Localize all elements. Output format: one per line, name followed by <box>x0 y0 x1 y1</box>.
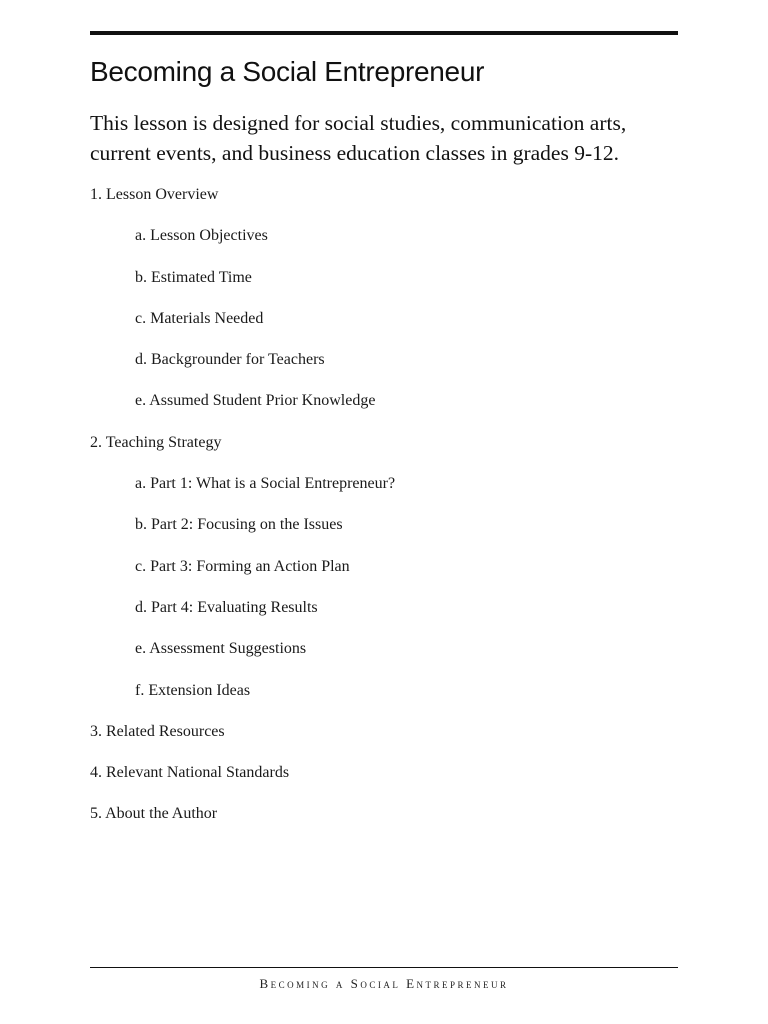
outline-item-part-1: a. Part 1: What is a Social Entrepreneur? <box>135 475 396 493</box>
outline-item-lesson-overview: 1. Lesson Overview <box>90 186 219 203</box>
outline-item-assessment: e. Assessment Suggestions <box>135 640 307 658</box>
top-rule <box>90 31 678 35</box>
outline-item-estimated-time: b. Estimated Time <box>135 268 252 286</box>
outline-item-extension-ideas: f. Extension Ideas <box>135 681 251 699</box>
outline-item-part-4: d. Part 4: Evaluating Results <box>135 598 318 616</box>
outline-item-about-author: 5. About the Author <box>90 805 218 823</box>
outline-item-national-standards: 4. Relevant National Standards <box>90 764 290 782</box>
outline-item-backgrounder: d. Backgrounder for Teachers <box>135 351 325 369</box>
outline-item-prior-knowledge: e. Assumed Student Prior Knowledge <box>135 392 376 410</box>
intro-paragraph: This lesson is designed for social studies, communication arts, current events, and business education classes in grades 9-12. <box>90 111 627 165</box>
outline-item-lesson-objectives: a. Lesson Objectives <box>135 227 268 245</box>
outline-item-part-2: b. Part 2: Focusing on the Issues <box>135 516 343 534</box>
page-title: Becoming a Social Entrepreneur <box>90 56 485 87</box>
outline-item-related-resources: 3. Related Resources <box>90 722 225 740</box>
outline-item-materials-needed: c. Materials Needed <box>135 309 264 327</box>
lesson-outline <box>90 181 395 842</box>
outline-item-teaching-strategy: 2. Teaching Strategy <box>90 433 222 451</box>
footer-rule <box>90 967 678 968</box>
running-footer: Becoming a Social Entrepreneur <box>259 976 509 991</box>
outline-item-part-3: c. Part 3: Forming an Action Plan <box>135 557 350 575</box>
